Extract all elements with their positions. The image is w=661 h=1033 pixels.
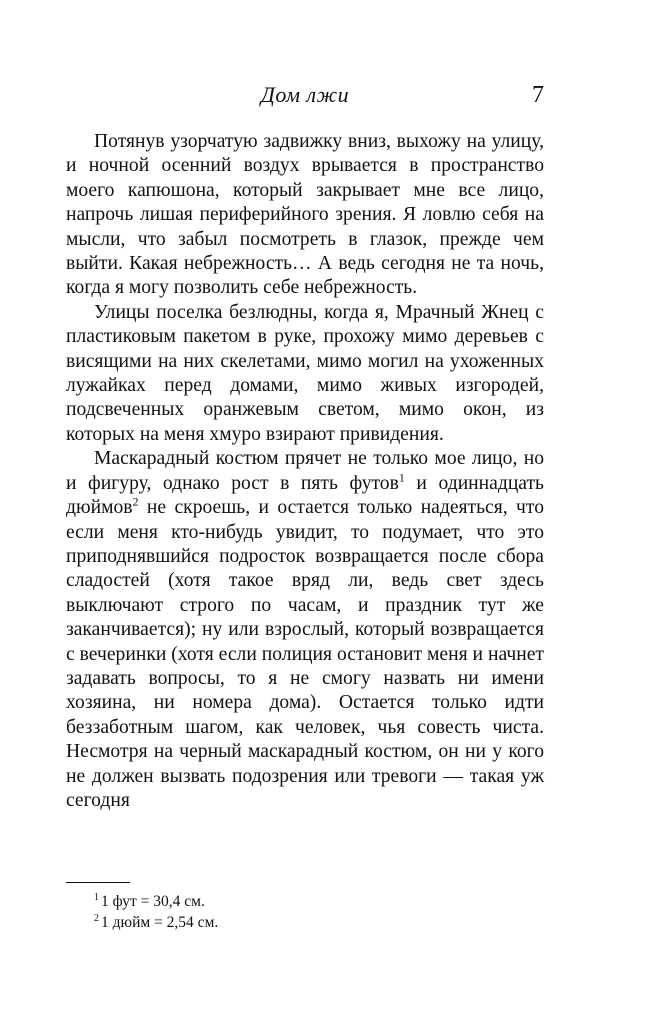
- paragraph-2: Улицы поселка безлюдны, когда я, Мрачный Жнец с пластиковым пакетом в руке, прохожу мимо деревьев с висящими на них скелетами, мимо могил на ухоженных лужайках перед домами, мимо живых изгородей, подсвеченных оранжевым светом, мимо окон, из которых на меня хмуро взирают привидения.: [66, 301, 544, 445]
- running-title: Дом лжи: [260, 82, 350, 107]
- paragraph-3-part-3: не скроешь, и остается только надеяться, что если меня кто-нибудь увидит, то подумает, что это приподнявшийся подросток возвращается после сбора сладостей (хотя такое вряд ли, ведь свет здесь выключают строго по часам, и праздник тут же заканчивается); ну или взрослый, который возвращается с вечеринки (хотя если полиция остановит меня и начнет задавать вопросы, то я не смогу назвать ни имени хозяина, ни номера дома). Остается только идти беззаботным шагом, как человек, чья совесть чиста. Несмотря на черный маскарадный костюм, он ни у кого не должен вызвать подозрения или тревоги — такая уж сегодня: [66, 497, 544, 811]
- paragraph-3-part-2: и одиннадцать дюймов: [66, 472, 544, 519]
- body-text: [66, 130, 544, 813]
- footnote-ref-2: 2: [132, 494, 139, 509]
- paragraph-1: Потянув узорчатую задвижку вниз, выхожу на улицу, и ночной осенний воздух врывается в пространство моего капюшона, который закрывает мне все лицо, напрочь лишая периферийного зрения. Я ловлю себя на мысли, что забыл посмотреть в глазок, прежде чем выйти. Какая небрежность… А ведь сегодня не та ночь, когда я могу позволить себе небрежность.: [66, 131, 544, 299]
- footnote-ref-1: 1: [398, 470, 405, 485]
- page-number: 7: [532, 82, 544, 108]
- footnotes: [66, 891, 544, 933]
- footnote-1-text: 1 фут = 30,4 см.: [101, 893, 205, 910]
- footnote-divider: [66, 882, 130, 883]
- running-head: [66, 82, 544, 112]
- paragraph-3: [66, 447, 544, 813]
- footnote-2: [66, 912, 544, 933]
- footnote-1-mark: 1: [94, 891, 99, 903]
- paragraph-3-part-1: Маскарадный костюм прячет не только мое лицо, но и фигуру, однако рост в пять футов: [66, 448, 544, 494]
- footnote-2-text: 1 дюйм = 2,54 см.: [101, 914, 219, 931]
- book-page: [66, 0, 544, 1033]
- footnote-1: [66, 891, 544, 912]
- footnote-2-mark: 2: [94, 912, 99, 924]
